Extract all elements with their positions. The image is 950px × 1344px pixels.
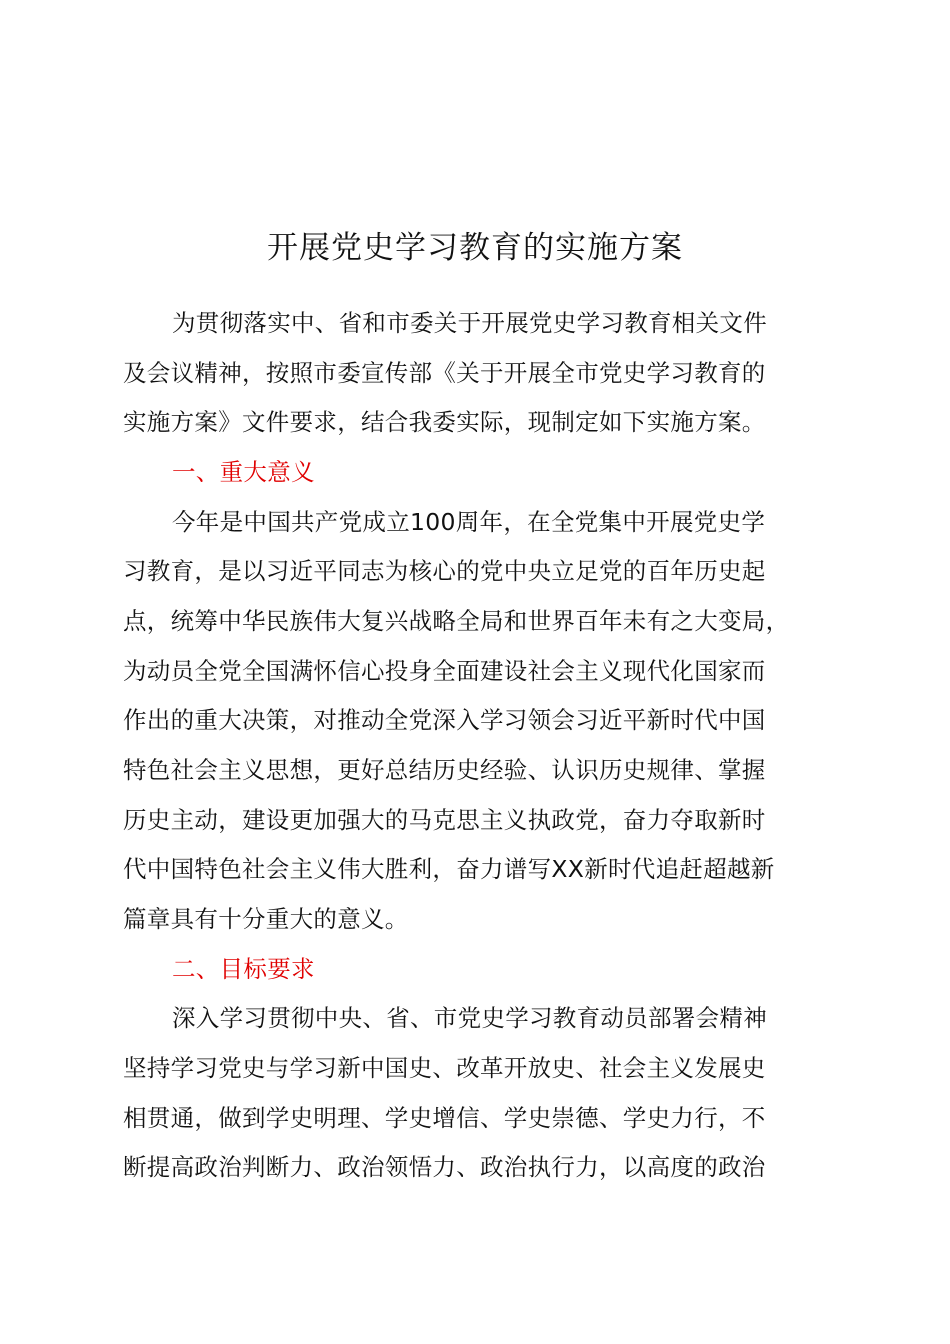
document-title: 开展党史学习教育的实施方案 (267, 230, 683, 266)
paragraph-line: 习教育，是以习近平同志为核心的党中央立足党的百年历史起 (123, 557, 766, 585)
paragraph-line: 为动员全党全国满怀信心投身全面建设社会主义现代化国家而 (123, 657, 766, 685)
paragraph-line: 为贯彻落实中、省和市委关于开展党史学习教育相关文件 (172, 309, 767, 337)
paragraph-line: 实施方案》文件要求，结合我委实际，现制定如下实施方案。 (123, 408, 766, 436)
paragraph-line: 特色社会主义思想，更好总结历史经验、认识历史规律、掌握 (123, 756, 766, 784)
paragraph-line: 相贯通，做到学史明理、学史增信、学史崇德、学史力行，不 (123, 1104, 766, 1132)
section-heading-significance: 一、重大意义 (172, 458, 315, 486)
paragraph-line: 篇章具有十分重大的意义。 (123, 905, 409, 933)
paragraph-line: 今年是中国共产党成立100周年，在全党集中开展党史学 (172, 508, 766, 536)
section-heading-goals: 二、目标要求 (172, 955, 315, 983)
paragraph-line: 坚持学习党史与学习新中国史、改革开放史、社会主义发展史 (123, 1054, 766, 1082)
paragraph-line: 代中国特色社会主义伟大胜利，奋力谱写XX新时代追赶超越新 (123, 855, 775, 883)
paragraph-line: 深入学习贯彻中央、省、市党史学习教育动员部署会精神 (172, 1004, 767, 1032)
paragraph-line: 历史主动，建设更加强大的马克思主义执政党，奋力夺取新时 (123, 806, 766, 834)
paragraph-line: 点，统筹中华民族伟大复兴战略全局和世界百年未有之大变局， (123, 607, 790, 635)
paragraph-line: 及会议精神，按照市委宣传部《关于开展全市党史学习教育的 (123, 359, 766, 387)
paragraph-line: 断提高政治判断力、政治领悟力、政治执行力，以高度的政治 (123, 1153, 766, 1181)
paragraph-line: 作出的重大决策，对推动全党深入学习领会习近平新时代中国 (123, 706, 766, 734)
